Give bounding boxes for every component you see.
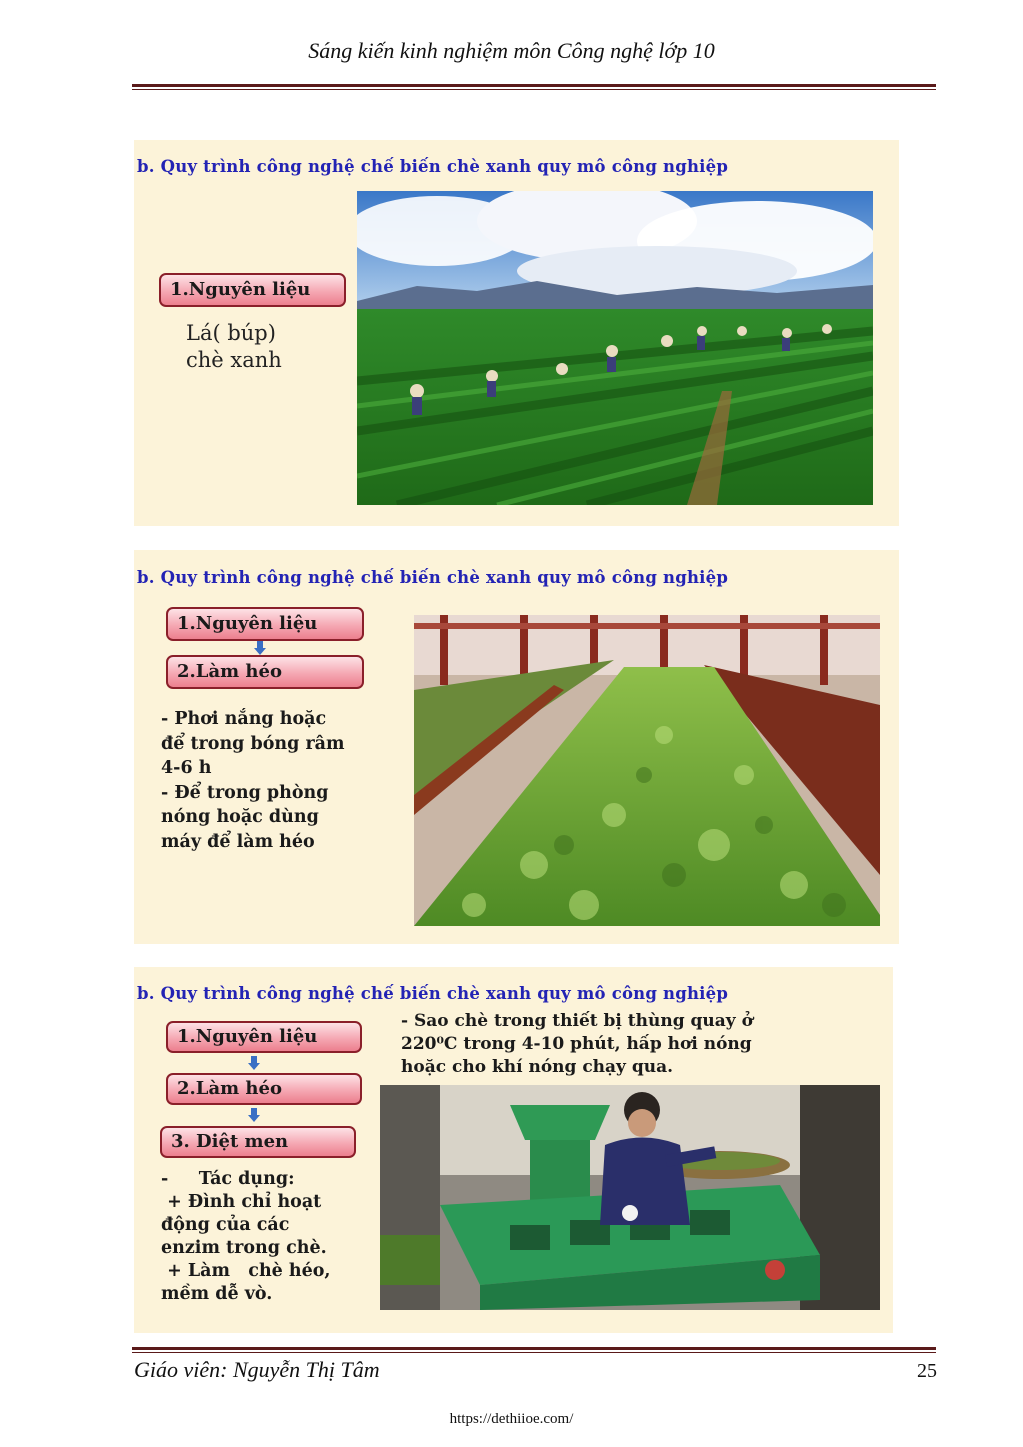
slide-title: b. Quy trình công nghệ chế biến chè xanh quy mô công nghiệp (137, 984, 729, 1003)
step-pill-diet-men: 3. Diệt men (160, 1126, 356, 1158)
slide-3 (134, 967, 893, 1333)
text-line: + Đình chỉ hoạt (161, 1192, 322, 1212)
text-line: mềm dễ vò. (161, 1284, 273, 1304)
step-pill-lam-heo: 2.Làm héo (166, 1073, 362, 1105)
text-line: 4-6 h (161, 758, 212, 778)
text-line: hoặc cho khí nóng chạy qua. (401, 1057, 674, 1077)
down-arrow-icon (254, 641, 266, 655)
slide-text (161, 707, 345, 854)
header-rule-thin (132, 89, 936, 90)
text-line: enzim trong chè. (161, 1238, 327, 1258)
step-pill-nguyen-lieu: 1.Nguyên liệu (159, 273, 346, 307)
source-url[interactable]: https://dethiioe.com/ (449, 1411, 574, 1427)
text-line: + Làm chè héo, (161, 1261, 331, 1281)
step-pill-lam-heo: 2.Làm héo (166, 655, 364, 689)
slide-text (186, 320, 282, 374)
page-header-title: Sáng kiến kinh nghiệm môn Công nghệ lớp 10 (308, 38, 715, 63)
down-arrow-icon (248, 1056, 260, 1070)
header-rule (132, 84, 936, 87)
slide-text (161, 1168, 331, 1306)
teacher-name: Giáo viên: Nguyễn Thị Tâm (134, 1357, 380, 1382)
slide-title: b. Quy trình công nghệ chế biến chè xanh quy mô công nghiệp (137, 157, 729, 176)
text-line: động của các (161, 1215, 290, 1235)
text-line: - Để trong phòng (161, 782, 329, 803)
footer-rule-thin (132, 1352, 936, 1353)
page-number: 25 (917, 1360, 937, 1382)
text-line: 220⁰C trong 4-10 phút, hấp hơi nóng (401, 1034, 752, 1054)
withering-trough-image (414, 615, 880, 926)
slide-top-text (401, 1010, 753, 1079)
text-line: nóng hoặc dùng (161, 807, 319, 827)
footer-rule (132, 1347, 936, 1350)
text-line: máy để làm héo (161, 831, 315, 852)
text-line: - Sao chè trong thiết bị thùng quay ở (401, 1011, 753, 1031)
step-pill-nguyen-lieu: 1.Nguyên liệu (166, 1021, 362, 1053)
slide-2 (134, 550, 899, 944)
text-line: - Tác dụng: (161, 1169, 295, 1189)
down-arrow-icon (248, 1108, 260, 1122)
slide-title: b. Quy trình công nghệ chế biến chè xanh quy mô công nghiệp (137, 568, 729, 587)
rotary-drum-machine-image (380, 1085, 880, 1310)
slide-1 (134, 140, 899, 526)
text-line: - Phơi nắng hoặc (161, 709, 327, 729)
text-line: chè xanh (186, 348, 282, 372)
text-line: Lá( búp) (186, 321, 276, 345)
tea-plantation-image (357, 191, 873, 505)
text-line: để trong bóng râm (161, 733, 345, 754)
step-pill-nguyen-lieu: 1.Nguyên liệu (166, 607, 364, 641)
